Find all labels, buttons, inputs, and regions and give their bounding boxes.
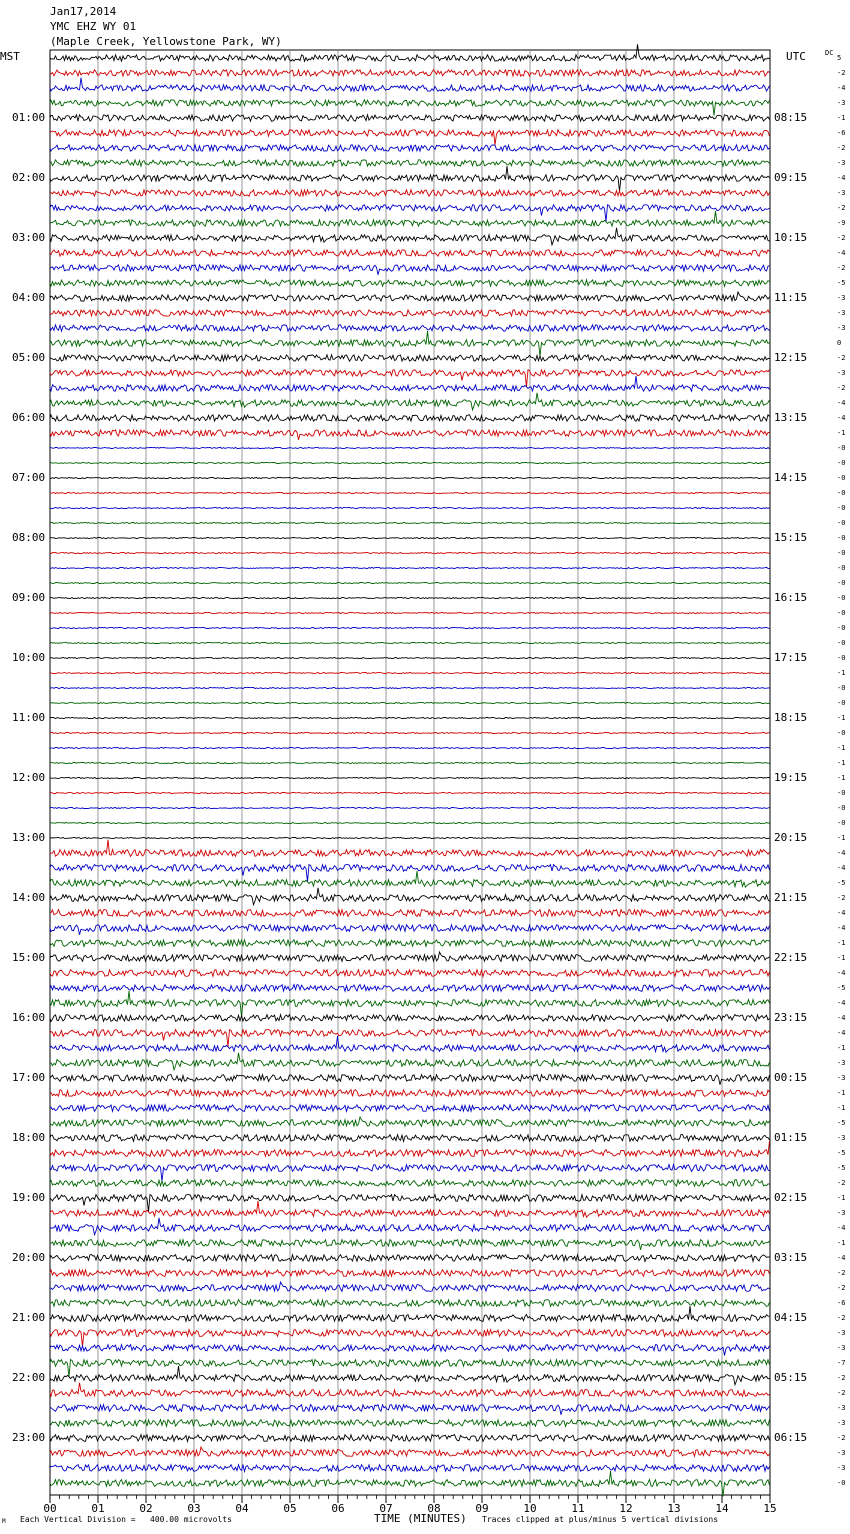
trace-row-67	[50, 1053, 770, 1070]
left-hour-label: 10:00	[12, 651, 46, 664]
trace-row-14	[50, 265, 770, 275]
trace-row-28	[50, 477, 770, 478]
left-hour-label: 20:00	[12, 1251, 46, 1264]
dc-offset-label: -3	[837, 369, 846, 377]
trace-row-43	[50, 702, 770, 703]
trace-row-16	[50, 292, 770, 301]
trace-row-50	[50, 807, 770, 808]
x-tick-label: 06	[331, 1502, 345, 1515]
trace-row-35	[50, 582, 770, 583]
dc-offset-label: -3	[837, 1059, 846, 1067]
dc-offset-label: -1	[837, 114, 846, 122]
trace-row-55	[50, 871, 770, 887]
trace-row-72	[50, 1135, 770, 1142]
trace-row-3	[50, 100, 770, 116]
dc-offset-label: -1	[837, 834, 846, 842]
trace-row-32	[50, 537, 770, 538]
trace-row-37	[50, 612, 770, 613]
dc-label: DC	[825, 49, 834, 57]
trace-row-57	[50, 910, 770, 917]
trace-row-60	[50, 952, 770, 961]
dc-offset-label: -0	[837, 579, 846, 587]
trace-row-2	[50, 78, 770, 92]
trace-row-47	[50, 762, 770, 763]
dc-offset-label: -5	[837, 1164, 846, 1172]
dc-offset-label: -0	[837, 819, 846, 827]
dc-offset-label: -4	[837, 849, 846, 857]
trace-row-84	[50, 1306, 770, 1321]
dc-offset-label: -3	[837, 1344, 846, 1352]
dc-offset-label: -0	[837, 594, 846, 602]
dc-offset-label: -3	[837, 159, 846, 167]
left-hour-label: 09:00	[12, 591, 46, 604]
trace-row-74	[50, 1165, 770, 1182]
right-hour-label: 21:15	[774, 891, 808, 904]
corner-mark: M	[2, 1518, 6, 1525]
left-hour-label: 08:00	[12, 531, 46, 544]
trace-row-22	[50, 376, 770, 391]
dc-offset-label: -4	[837, 864, 846, 872]
trace-row-9	[50, 190, 770, 196]
x-tick-label: 05	[283, 1502, 297, 1515]
right-hour-label: 19:15	[774, 771, 808, 784]
left-hour-label: 17:00	[12, 1071, 46, 1084]
dc-offset-label: -0	[837, 444, 846, 452]
dc-offset-label: -2	[837, 1269, 846, 1277]
dc-offset-label: -2	[837, 144, 846, 152]
right-hour-label: 10:15	[774, 231, 808, 244]
left-hour-label: 18:00	[12, 1131, 46, 1144]
trace-row-51	[50, 822, 770, 823]
left-hour-label: 02:00	[12, 171, 46, 184]
x-tick-label: 15	[763, 1502, 777, 1515]
trace-row-91	[50, 1420, 770, 1427]
dc-offset-label: -0	[837, 549, 846, 557]
right-hour-label: 09:15	[774, 171, 808, 184]
left-hour-label: 03:00	[12, 231, 46, 244]
left-hour-label: 22:00	[12, 1371, 46, 1384]
trace-row-77	[50, 1201, 770, 1217]
dc-offset-label: -3	[837, 1209, 846, 1217]
left-hour-label: 19:00	[12, 1191, 46, 1204]
trace-row-44	[50, 717, 770, 718]
trace-row-83	[50, 1300, 770, 1307]
trace-row-76	[50, 1195, 770, 1212]
trace-row-63	[50, 991, 770, 1016]
right-hour-label: 05:15	[774, 1371, 808, 1384]
trace-row-90	[50, 1405, 770, 1415]
dc-offset-label: -0	[837, 1479, 846, 1487]
trace-row-6	[50, 145, 770, 151]
trace-row-30	[50, 507, 770, 508]
trace-row-75	[50, 1180, 770, 1187]
left-hour-label: 14:00	[12, 891, 46, 904]
left-hour-label: 06:00	[12, 411, 46, 424]
trace-row-70	[50, 1105, 770, 1112]
trace-row-25	[50, 430, 770, 440]
dc-offset-label: -4	[837, 909, 846, 917]
x-axis-title: TIME (MINUTES)	[374, 1512, 467, 1525]
trace-row-58	[50, 925, 770, 935]
trace-row-80	[50, 1255, 770, 1262]
trace-row-0	[50, 44, 770, 61]
right-axis-label: UTC	[786, 50, 806, 63]
right-hour-label: 18:15	[774, 711, 808, 724]
dc-offset-label: -2	[837, 234, 846, 242]
trace-row-20	[50, 355, 770, 361]
left-hour-label: 04:00	[12, 291, 46, 304]
trace-row-17	[50, 310, 770, 316]
x-tick-label: 08	[427, 1502, 441, 1515]
dc-offset-label: -1	[837, 759, 846, 767]
trace-row-46	[50, 747, 770, 748]
trace-row-65	[50, 1030, 770, 1047]
trace-row-49	[50, 792, 770, 793]
right-hour-label: 23:15	[774, 1011, 808, 1024]
right-hour-label: 20:15	[774, 831, 808, 844]
dc-offset-label: -6	[837, 1299, 846, 1307]
right-hour-label: 16:15	[774, 591, 808, 604]
dc-offset-label: -0	[837, 534, 846, 542]
trace-row-71	[50, 1117, 770, 1126]
dc-offset-label: 0	[837, 339, 842, 347]
dc-offset-label: -1	[837, 1044, 846, 1052]
x-tick-label: 14	[715, 1502, 729, 1515]
dc-offset-label: -2	[837, 1374, 846, 1382]
trace-row-8	[50, 166, 770, 191]
trace-row-62	[50, 985, 770, 992]
dc-offset-label: -1	[837, 669, 846, 677]
trace-row-82	[50, 1282, 770, 1291]
dc-offset-label: -0	[837, 489, 846, 497]
trace-row-64	[50, 1015, 770, 1022]
dc-offset-label: -2	[837, 204, 846, 212]
trace-row-94	[50, 1465, 770, 1472]
right-hour-label: 11:15	[774, 291, 808, 304]
trace-row-88	[50, 1366, 770, 1385]
trace-row-66	[50, 1036, 770, 1052]
dc-offset-label: -2	[837, 384, 846, 392]
trace-row-69	[50, 1090, 770, 1097]
trace-row-7	[50, 160, 770, 166]
header-date: Jan17,2014	[50, 5, 117, 18]
dc-offset-label: -2	[837, 264, 846, 272]
dc-offset-label: -5	[837, 279, 846, 287]
x-tick-label: 12	[619, 1502, 633, 1515]
trace-row-92	[50, 1435, 770, 1442]
left-hour-label: 15:00	[12, 951, 46, 964]
trace-row-15	[50, 280, 770, 286]
dc-offset-label: -1	[837, 954, 846, 962]
left-hour-label: 01:00	[12, 111, 46, 124]
dc-offset-label: -2	[837, 354, 846, 362]
trace-row-53	[50, 840, 770, 857]
dc-offset-label: -3	[837, 1464, 846, 1472]
trace-row-40	[50, 657, 770, 658]
dc-offset-label: -9	[837, 219, 846, 227]
trace-row-38	[50, 627, 770, 628]
dc-offset-label: -1	[837, 939, 846, 947]
right-hour-label: 03:15	[774, 1251, 808, 1264]
dc-offset-label: -4	[837, 924, 846, 932]
dc-offset-label: -5	[837, 1149, 846, 1157]
dc-offset-label: -0	[837, 654, 846, 662]
left-hour-label: 11:00	[12, 711, 46, 724]
dc-offset-label: -2	[837, 1314, 846, 1322]
trace-row-26	[50, 447, 770, 448]
dc-offset-label: -1	[837, 1104, 846, 1112]
trace-row-89	[50, 1383, 770, 1397]
dc-offset-label: -3	[837, 309, 846, 317]
trace-row-54	[50, 865, 770, 882]
dc-offset-label: -1	[837, 1239, 846, 1247]
dc-offset-label: -3	[837, 1329, 846, 1337]
dc-offset-label: -5	[837, 879, 846, 887]
left-hour-label: 05:00	[12, 351, 46, 364]
dc-offset-label: -3	[837, 294, 846, 302]
left-hour-label: 12:00	[12, 771, 46, 784]
left-hour-label: 23:00	[12, 1431, 46, 1444]
dc-offset-label: -2	[837, 1179, 846, 1187]
right-hour-label: 15:15	[774, 531, 808, 544]
trace-row-56	[50, 888, 770, 905]
dc-offset-label: -0	[837, 804, 846, 812]
dc-offset-label: -0	[837, 459, 846, 467]
trace-row-79	[50, 1240, 770, 1250]
dc-offset-label: -1	[837, 1089, 846, 1097]
dc-offset-label: -1	[837, 714, 846, 722]
x-tick-label: 11	[571, 1502, 585, 1515]
dc-offset-label: -5	[837, 984, 846, 992]
right-hour-label: 22:15	[774, 951, 808, 964]
right-hour-label: 17:15	[774, 651, 808, 664]
dc-offset-label: -1	[837, 1194, 846, 1202]
trace-row-33	[50, 552, 770, 553]
trace-row-73	[50, 1141, 770, 1156]
scale-note: Each Vertical Division = 400.00 microvolts	[20, 1515, 232, 1524]
right-hour-label: 12:15	[774, 351, 808, 364]
trace-row-93	[50, 1447, 770, 1456]
trace-row-52	[50, 837, 770, 838]
trace-row-85	[50, 1330, 770, 1347]
left-hour-label: 07:00	[12, 471, 46, 484]
right-hour-label: 14:15	[774, 471, 808, 484]
trace-row-13	[50, 250, 770, 256]
dc-offset-label: -4	[837, 1254, 846, 1262]
dc-offset-label: -3	[837, 1134, 846, 1142]
dc-offset-label: -2	[837, 894, 846, 902]
dc-offset-label: -0	[837, 564, 846, 572]
trace-row-18	[50, 325, 770, 331]
trace-row-27	[50, 462, 770, 463]
trace-row-95	[50, 1471, 770, 1496]
dc-offset-label: -3	[837, 1404, 846, 1412]
clip-note: Traces clipped at plus/minus 5 vertical divisions	[482, 1515, 719, 1524]
right-hour-label: 04:15	[774, 1311, 808, 1324]
dc-offset-label: -4	[837, 1029, 846, 1037]
dc-offset-label: -2	[837, 1434, 846, 1442]
trace-row-61	[50, 970, 770, 977]
x-tick-label: 02	[139, 1502, 153, 1515]
dc-offset-label: -2	[837, 1389, 846, 1397]
dc-offset-label: -5	[837, 1119, 846, 1127]
dc-offset-label: -0	[837, 504, 846, 512]
trace-row-87	[50, 1360, 770, 1377]
trace-row-45	[50, 732, 770, 733]
dc-offset-label: 5	[837, 54, 842, 62]
x-tick-label: 10	[523, 1502, 537, 1515]
dc-offset-label: -0	[837, 699, 846, 707]
dc-offset-label: -4	[837, 399, 846, 407]
trace-row-24	[50, 415, 770, 421]
dc-offset-label: -4	[837, 84, 846, 92]
header-station: YMC EHZ WY 01	[50, 20, 137, 33]
trace-row-21	[50, 370, 770, 387]
left-hour-label: 21:00	[12, 1311, 46, 1324]
right-hour-label: 02:15	[774, 1191, 808, 1204]
trace-row-23	[50, 393, 770, 410]
trace-row-11	[50, 211, 770, 226]
trace-row-4	[50, 115, 770, 121]
dc-offset-label: -1	[837, 429, 846, 437]
x-tick-label: 07	[379, 1502, 393, 1515]
trace-row-42	[50, 687, 770, 688]
trace-row-19	[50, 331, 770, 356]
dc-offset-label: -4	[837, 414, 846, 422]
dc-offset-label: -3	[837, 189, 846, 197]
dc-offset-label: -2	[837, 69, 846, 77]
trace-row-78	[50, 1218, 770, 1235]
right-hour-label: 06:15	[774, 1431, 808, 1444]
dc-offset-label: -3	[837, 324, 846, 332]
dc-offset-label: -0	[837, 729, 846, 737]
right-hour-label: 08:15	[774, 111, 808, 124]
x-tick-label: 13	[667, 1502, 681, 1515]
right-hour-label: 13:15	[774, 411, 808, 424]
dc-offset-label: -4	[837, 174, 846, 182]
dc-offset-label: -6	[837, 129, 846, 137]
x-tick-label: 04	[235, 1502, 249, 1515]
trace-row-86	[50, 1345, 770, 1356]
trace-row-68	[50, 1075, 770, 1085]
dc-offset-label: -0	[837, 474, 846, 482]
trace-row-81	[50, 1270, 770, 1277]
dc-offset-label: -4	[837, 999, 846, 1007]
trace-row-34	[50, 567, 770, 568]
trace-row-31	[50, 522, 770, 523]
trace-row-39	[50, 642, 770, 643]
trace-row-5	[50, 130, 770, 145]
x-tick-label: 09	[475, 1502, 489, 1515]
trace-row-41	[50, 672, 770, 673]
dc-offset-label: -3	[837, 99, 846, 107]
trace-row-36	[50, 597, 770, 598]
trace-row-12	[50, 228, 770, 245]
x-tick-label: 00	[43, 1502, 57, 1515]
dc-offset-label: -4	[837, 1014, 846, 1022]
left-hour-label: 16:00	[12, 1011, 46, 1024]
x-tick-label: 01	[91, 1502, 105, 1515]
dc-offset-label: -3	[837, 1449, 846, 1457]
trace-row-1	[50, 70, 770, 76]
header-location: (Maple Creek, Yellowstone Park, WY)	[50, 35, 282, 48]
right-hour-label: 01:15	[774, 1131, 808, 1144]
dc-offset-label: -3	[837, 1074, 846, 1082]
trace-row-29	[50, 492, 770, 493]
dc-offset-label: -1	[837, 744, 846, 752]
dc-offset-label: -1	[837, 774, 846, 782]
dc-offset-label: -4	[837, 1224, 846, 1232]
x-tick-label: 03	[187, 1502, 201, 1515]
left-hour-label: 13:00	[12, 831, 46, 844]
dc-offset-label: -0	[837, 624, 846, 632]
dc-offset-label: -4	[837, 969, 846, 977]
trace-row-10	[50, 205, 770, 222]
dc-offset-label: -0	[837, 519, 846, 527]
dc-offset-label: -4	[837, 249, 846, 257]
dc-offset-label: -0	[837, 609, 846, 617]
trace-row-48	[50, 777, 770, 778]
dc-offset-label: -2	[837, 1284, 846, 1292]
left-axis-label: MST	[0, 50, 20, 63]
trace-row-59	[50, 940, 770, 947]
dc-offset-label: -7	[837, 1359, 846, 1367]
right-hour-label: 00:15	[774, 1071, 808, 1084]
dc-offset-label: -0	[837, 684, 846, 692]
dc-offset-label: -0	[837, 789, 846, 797]
dc-offset-label: -0	[837, 639, 846, 647]
dc-offset-label: -3	[837, 1419, 846, 1427]
